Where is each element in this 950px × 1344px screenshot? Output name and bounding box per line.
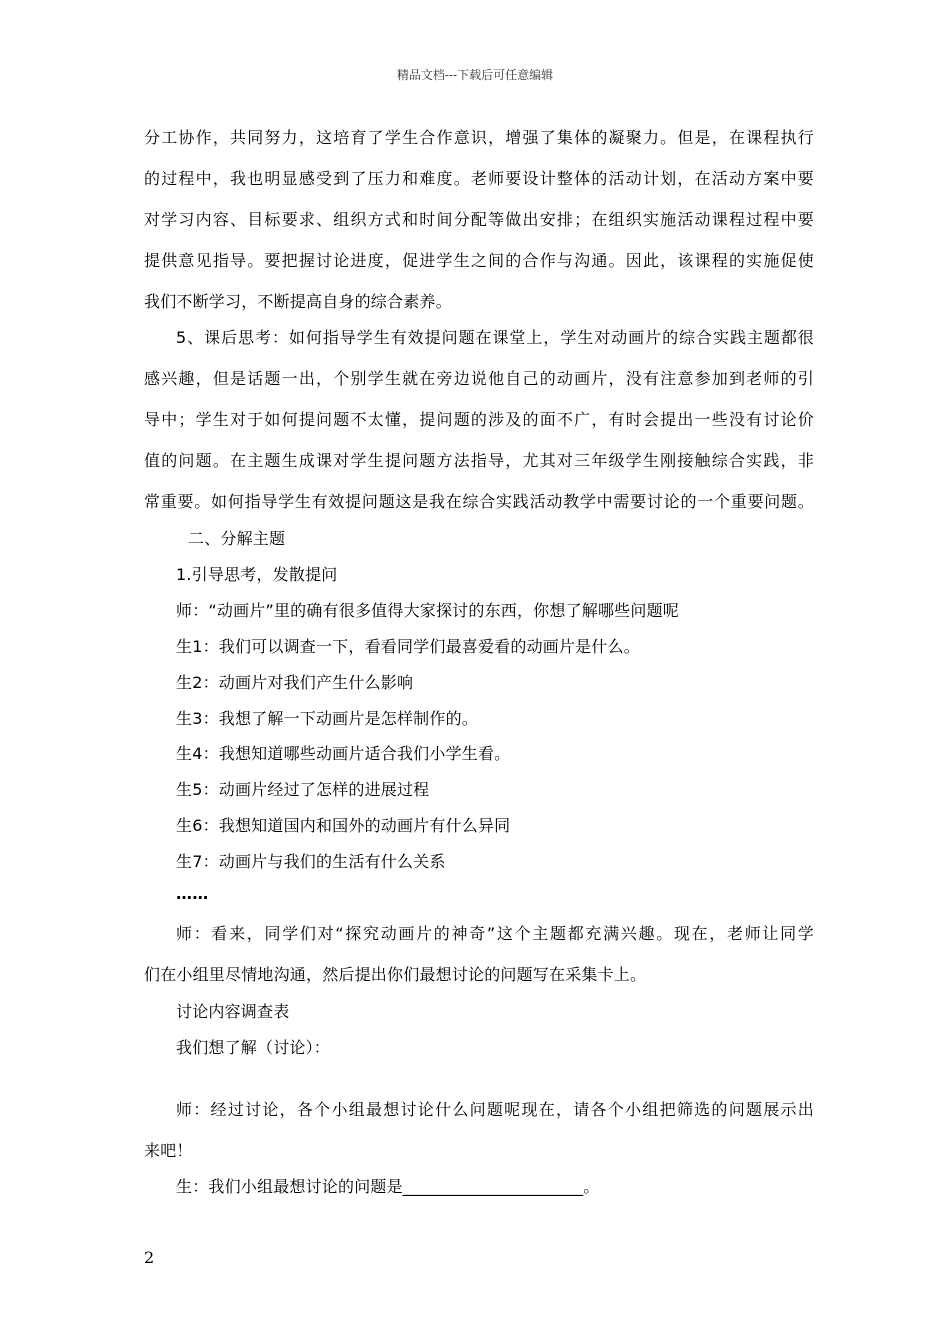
dialogue-line: 们在小组里尽情地沟通，然后提出你们最想讨论的问题写在采集卡上。 bbox=[144, 965, 647, 984]
dialogue-line: 生1：我们可以调查一下，看看同学们最喜爱看的动画片是什么。 bbox=[176, 637, 640, 656]
subsection-heading: 1.引导思考，发散提问 bbox=[176, 565, 338, 584]
dialogue-line: 生5：动画片经过了怎样的进展过程 bbox=[176, 780, 430, 799]
dialogue-line: 生7：动画片与我们的生活有什么关系 bbox=[176, 852, 446, 871]
dialogue-line: 师：经过讨论，各个小组最想讨论什么问题呢现在，请各个小组把筛选的问题展示出 bbox=[176, 1100, 814, 1119]
paragraph-line: 分工协作，共同努力，这培育了学生合作意识，增强了集体的凝聚力。但是，在课程执行 bbox=[144, 128, 814, 147]
paragraph-line: 常重要。如何指导学生有效提问题这是我在综合实践活动教学中需要讨论的一个重要问题。 bbox=[144, 492, 814, 511]
paragraph-line: 我们不断学习，不断提高自身的综合素养。 bbox=[144, 292, 452, 311]
dialogue-line: 生2：动画片对我们产生什么影响 bbox=[176, 673, 414, 692]
paragraph-line: 导中；学生对于如何提问题不太懂，提问题的涉及的面不广，有时会提出一些没有讨论价 bbox=[144, 410, 814, 429]
dialogue-line: 生：我们小组最想讨论的问题是______________________。 bbox=[176, 1177, 600, 1196]
dialogue-line: 生4：我想知道哪些动画片适合我们小学生看。 bbox=[176, 744, 511, 763]
ellipsis-line: …… bbox=[176, 884, 209, 903]
dialogue-line: 来吧！ bbox=[144, 1141, 193, 1160]
page-header: 精品文档---下载后可任意编辑 bbox=[396, 68, 554, 82]
paragraph-line: 对学习内容、目标要求、组织方式和时间分配等做出安排；在组织实施活动课程过程中要 bbox=[144, 210, 814, 229]
table-title: 讨论内容调查表 bbox=[176, 1002, 290, 1021]
paragraph-line: 感兴趣，但是话题一出，个别学生就在旁边说他自己的动画片，没有注意参加到老师的引 bbox=[144, 369, 814, 388]
paragraph-line: 5、课后思考：如何指导学生有效提问题在课堂上，学生对动画片的综合实践主题都很 bbox=[176, 328, 814, 347]
page-number: 2 bbox=[144, 1248, 155, 1267]
paragraph-line: 提供意见指导。要把握讨论进度，促进学生之间的合作与沟通。因此，该课程的实施促使 bbox=[144, 251, 814, 270]
dialogue-line: 生6：我想知道国内和国外的动画片有什么异同 bbox=[176, 816, 511, 835]
dialogue-line: 师：看来，同学们对“探究动画片的神奇”这个主题都充满兴趣。现在，老师让同学 bbox=[176, 924, 814, 943]
section-heading: 二、分解主题 bbox=[188, 529, 286, 548]
dialogue-line: 师：“动画片”里的确有很多值得大家探讨的东西，你想了解哪些问题呢 bbox=[176, 601, 679, 620]
paragraph-line: 值的问题。在主题生成课对学生提问题方法指导，尤其对三年级学生刚接触综合实践，非 bbox=[144, 451, 814, 470]
survey-prompt: 我们想了解（讨论）： bbox=[176, 1038, 331, 1057]
paragraph-line: 的过程中，我也明显感受到了压力和难度。老师要设计整体的活动计划，在活动方案中要 bbox=[144, 169, 814, 188]
dialogue-line: 生3：我想了解一下动画片是怎样制作的。 bbox=[176, 709, 478, 728]
